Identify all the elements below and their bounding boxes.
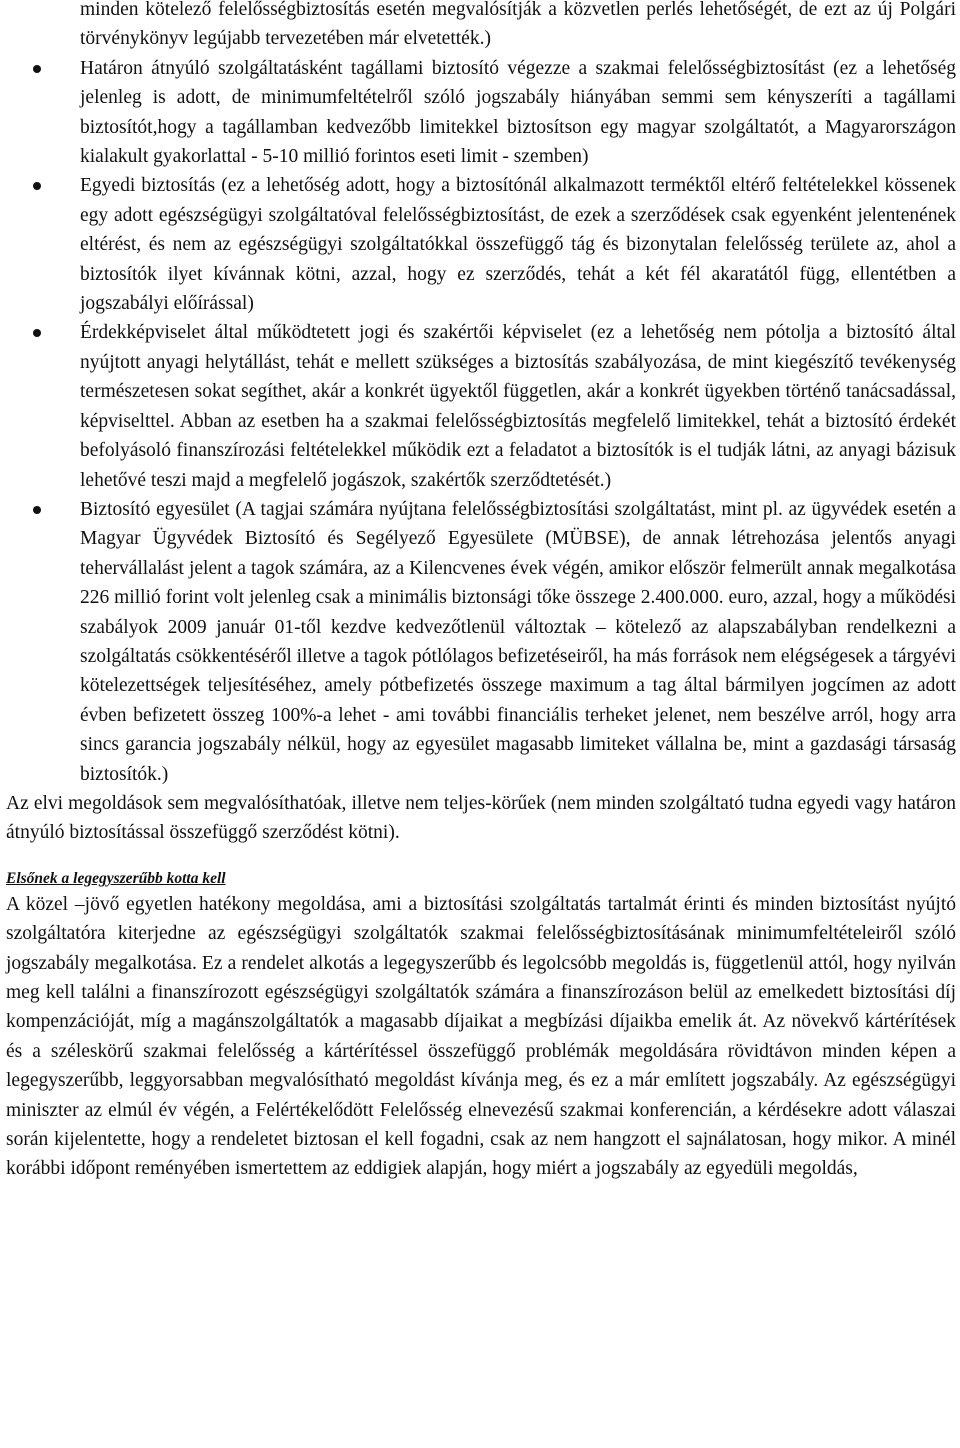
bullet-icon <box>33 506 41 514</box>
bullet-icon <box>33 329 41 337</box>
bullet-icon <box>33 182 41 190</box>
bullet-icon <box>33 65 41 73</box>
document-page <box>6 0 956 1184</box>
opening-paragraph-fragment: minden kötelező felelősségbiztosítás esetén megvalósítják a közvetlen perlés lehetőségét, de ezt az új Polgári törvénykönyv legújabb tervezetében már elvetették.) <box>80 0 956 50</box>
section-body-paragraph: A közel –jövő egyetlen hatékony megoldása, ami a biztosítási szolgáltatás tartalmát érinti és minden biztosítást nyújtó szolgáltatóra kiterjedne az egészségügyi szolgáltatók szakmai felelősségbiztosításának minimumfeltételeiről szóló jogszabály megalkotása. Ez a rendelet alkotás a legegyszerűbb és legolcsóbb megoldás is, függetlenül attól, hogy nyilván meg kell találni a finanszírozott egészségügyi szolgáltatók számára a finanszírozáson belül az emelkedett biztosítási díj kompenzációját, míg a magánszolgáltatók a magasabb díjaikat a megbízási díjaikba emelik át. Az növekvő kártérítések és a széleskörű szakmai felelősség a kártérítéssel összefüggő problémák megoldására rövidtávon minden képen a legegyszerűbb, leggyorsabban megvalósítható megoldást kívánja meg, és ez a már említett jogszabály. Az egészségügyi miniszter az elmúl év végén, a Felértékelődött Felelősség elnevezésű szakmai konferencián, a kérdésekre adott válaszai során kijelentette, hogy a rendeletet biztosan el kell fogadni, csak az nem hangzott el sajnálatosan, hogy mikor. A minél korábbi időpont reményében ismertettem az eddigiek alapján, hogy miért a jogszabály az egyedüli megoldás, <box>6 893 956 1180</box>
bullet-list <box>6 54 956 789</box>
section-heading: Elsőnek a legegyszerűbb kotta kell <box>6 869 226 887</box>
summary-paragraph: Az elvi megoldások sem megvalósíthatóak, illetve nem teljes-körűek (nem minden szolgáltató tudna egyedi vagy határon átnyúló biztosítással összefüggő szerződést kötni). <box>6 792 956 844</box>
bullet-text: Biztosító egyesület (A tagjai számára nyújtana felelősségbiztosítási szolgáltatást, mint pl. az ügyvédek esetén a Magyar Ügyvédek Biztosító és Segélyező Egyesülete (MÜBSE), de annak létrehozása jelentős anyagi tehervállalást jelent a tagok számára, az a Kilencvenes évek végén, amikor először felmerült annak megalkotása 226 millió forint volt jelenleg csak a minimális biztonsági tőke összege 2.400.000. euro, azzal, hogy a működési szabályok 2009 január 01-től kezdve kedvezőtlenül változtak – kötelező az alapszabályban rendelkezni a szolgáltatás csökkentéséről illetve a tagok pótlólagos befizetéseiről, ha más források nem elégségesek a tárgyévi kötelezettségek teljesítéséhez, amely pótbefizetés összege maximum a tag által bármilyen jogcímen az adott évben befizetett összeg 100%-a lehet - ami további financiális terheket jelenet, nem beszélve arról, hogy arra sincs garancia jogszabály nélkül, hogy az egyesület magasabb limiteket vállalna be, mint a gazdasági társaság biztosítók.) <box>80 498 956 785</box>
section-spacer <box>6 848 956 868</box>
bullet-item-representation <box>6 318 956 494</box>
bullet-item-cross-border <box>6 54 956 172</box>
bullet-text: Egyedi biztosítás (ez a lehetőség adott, hogy a biztosítónál alkalmazott terméktől eltérő feltételekkel kössenek egy adott egészségügyi szolgáltatóval felelősségbiztosítást, de ezek a szerződések csak egyenként jelentenének eltérést, és nem az egészségügyi szolgáltatókkal összefüggő tág és bizonytalan felelősség területe az, ahol a biztosítók ilyet kívánnak kötni, azzal, hogy ez szerződés, tehát a két fél akaratától függ, ellentétben a jogszabályi előírással) <box>80 175 956 315</box>
bullet-item-insurance-association <box>6 495 956 789</box>
bullet-text: Érdekképviselet által működtetett jogi és szakértői képviselet (ez a lehetőség nem pótolja a biztosító által nyújtott anyagi helytállást, tehát e mellett szükséges a biztosítás szabályozása, de mint kiegészítő tevékenység természetesen sokat segíthet, akár a konkrét ügyektől független, akár a konkrét ügyekben történő tanácsadással, képviselttel. Abban az esetben ha a szakmai felelősségbiztosítás megfelelő limitekkel, tehát a biztosító érdekét befolyásoló finanszírozási feltételekkel működik ezt a feladatot a biztosítók is el tudják látni, az anyagi bázisuk lehetővé teszi majd a megfelelő jogászok, szakértők szerződtetését.) <box>80 322 956 491</box>
bullet-item-individual-insurance <box>6 171 956 318</box>
bullet-text: Határon átnyúló szolgáltatásként tagállami biztosító végezze a szakmai felelősségbiztosítást (ez a lehetőség jelenleg is adott, de minimumfeltételről szóló jogszabály hiányában semmi sem kényszeríti a tagállami biztosítót,hogy a tagállamban kedvezőbb limitekkel biztosítson egy magyar szolgáltatót, a Magyarországon kialakult gyakorlattal - 5-10 millió forintos eseti limit - szemben) <box>80 57 956 168</box>
